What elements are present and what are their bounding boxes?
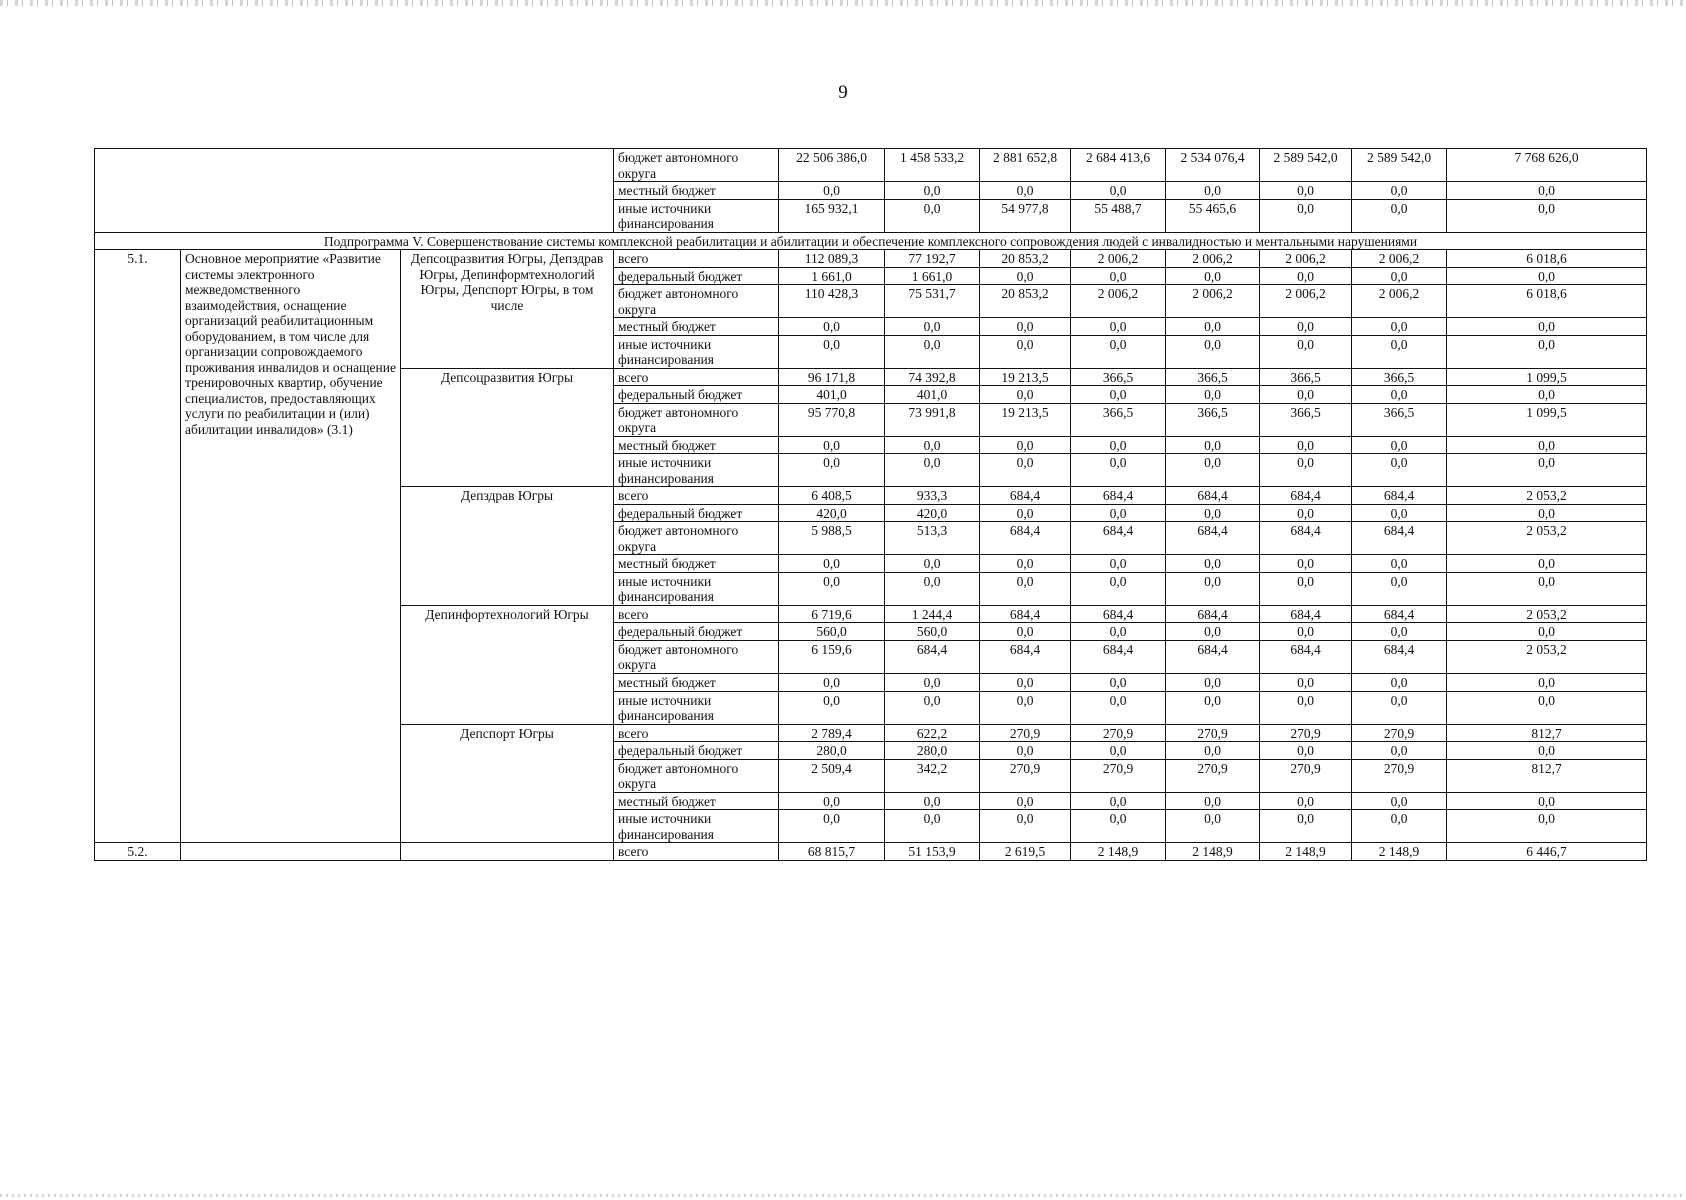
item-5-2-value-cell: 2 619,5: [980, 843, 1071, 861]
item-5-1-value-cell: 0,0: [1166, 318, 1260, 336]
item-5-1-value-cell: 0,0: [1071, 454, 1166, 487]
item-5-1-value-cell: 684,4: [1352, 640, 1447, 673]
item-5-1-value-cell: 684,4: [980, 640, 1071, 673]
top-value-cell: 22 506 386,0: [779, 149, 885, 182]
item-5-2-value-cell: 6 446,7: [1447, 843, 1647, 861]
item-5-2-value-cell: 51 153,9: [885, 843, 980, 861]
item-number: 5.1.: [95, 250, 181, 843]
top-value-cell: 2 881 652,8: [980, 149, 1071, 182]
item-5-1-value-cell: 366,5: [1352, 403, 1447, 436]
item-5-1-value-cell: 1 244,4: [885, 605, 980, 623]
item-5-1-value-cell: 77 192,7: [885, 250, 980, 268]
executor-cell: Депсоцразвития Югры: [401, 368, 614, 487]
item-5-1-value-cell: 2 006,2: [1166, 285, 1260, 318]
item-5-1-value-cell: 560,0: [779, 623, 885, 641]
item-5-1-value-cell: 2 053,2: [1447, 640, 1647, 673]
item-5-1-value-cell: 420,0: [779, 504, 885, 522]
executor-cell-empty: [401, 843, 614, 861]
funding-source-cell: федеральный бюджет: [614, 623, 779, 641]
item-5-1-value-cell: 0,0: [885, 572, 980, 605]
funding-source-cell: местный бюджет: [614, 555, 779, 573]
item-5-1-value-cell: 0,0: [1071, 386, 1166, 404]
item-5-1-value-cell: 270,9: [1166, 724, 1260, 742]
item-5-1-value-cell: 270,9: [1166, 759, 1260, 792]
item-5-1-value-cell: 401,0: [885, 386, 980, 404]
item-5-2-value-cell: 2 148,9: [1166, 843, 1260, 861]
item-5-1-value-cell: 0,0: [980, 623, 1071, 641]
item-5-1-value-cell: 0,0: [980, 810, 1071, 843]
item-5-1-value-cell: 513,3: [885, 522, 980, 555]
item-5-1-value-cell: 270,9: [1352, 724, 1447, 742]
item-5-1-value-cell: 0,0: [885, 318, 980, 336]
item-5-1-value-cell: 270,9: [1260, 724, 1352, 742]
item-5-1-value-cell: 0,0: [779, 318, 885, 336]
item-5-1-value-cell: 812,7: [1447, 724, 1647, 742]
item-name: Основное мероприятие «Развитие системы электронного межведомственного взаимодействия, оснащение организаций реабилитационным оборудованием, в том числе для организации сопровождаемого проживания инвалидов и оснащение тренировочных квартир, обучение специалистов, предоставляющих услуги по реабилитации и (или) абилитации инвалидов» (3.1): [181, 250, 401, 843]
item-5-1-value-cell: 420,0: [885, 504, 980, 522]
table-row: [95, 250, 1647, 268]
item-5-1-value-cell: 0,0: [885, 436, 980, 454]
item-5-1-value-cell: 0,0: [1260, 792, 1352, 810]
item-5-1-value-cell: 0,0: [1260, 742, 1352, 760]
top-value-cell: 7 768 626,0: [1447, 149, 1647, 182]
item-5-1-value-cell: 0,0: [1352, 673, 1447, 691]
item-5-1-value-cell: 0,0: [779, 454, 885, 487]
scan-edge-bottom: [0, 1194, 1686, 1197]
item-5-1-value-cell: 0,0: [1352, 623, 1447, 641]
item-5-1-value-cell: 2 006,2: [1071, 285, 1166, 318]
item-5-1-value-cell: 0,0: [1352, 318, 1447, 336]
item-5-1-value-cell: 0,0: [779, 555, 885, 573]
item-5-1-value-cell: 0,0: [885, 335, 980, 368]
item-5-1-value-cell: 0,0: [885, 792, 980, 810]
item-5-1-value-cell: 0,0: [1260, 810, 1352, 843]
item-5-1-value-cell: 0,0: [1260, 555, 1352, 573]
item-5-1-value-cell: 0,0: [779, 691, 885, 724]
item-5-1-value-cell: 0,0: [980, 267, 1071, 285]
funding-source-cell: федеральный бюджет: [614, 742, 779, 760]
item-5-1-value-cell: 0,0: [1260, 673, 1352, 691]
item-5-1-value-cell: 270,9: [980, 724, 1071, 742]
item-5-1-value-cell: 0,0: [1352, 504, 1447, 522]
item-5-1-value-cell: 366,5: [1071, 368, 1166, 386]
item-5-1-value-cell: 6 408,5: [779, 487, 885, 505]
funding-source-cell: местный бюджет: [614, 182, 779, 200]
item-5-1-value-cell: 270,9: [1260, 759, 1352, 792]
item-5-1-value-cell: 0,0: [779, 792, 885, 810]
top-value-cell: 0,0: [1352, 182, 1447, 200]
item-5-1-value-cell: 2 053,2: [1447, 522, 1647, 555]
funding-source-cell: всего: [614, 487, 779, 505]
item-5-1-value-cell: 684,4: [1071, 640, 1166, 673]
item-5-1-value-cell: 0,0: [1352, 555, 1447, 573]
item-5-1-value-cell: 0,0: [1071, 792, 1166, 810]
item-5-1-value-cell: 2 006,2: [1352, 285, 1447, 318]
item-5-1-value-cell: 0,0: [1166, 691, 1260, 724]
funding-source-cell: бюджет автономного округа: [614, 403, 779, 436]
item-5-1-value-cell: 0,0: [1447, 335, 1647, 368]
item-5-1-value-cell: 684,4: [1166, 605, 1260, 623]
item-5-1-value-cell: 6 159,6: [779, 640, 885, 673]
item-5-1-value-cell: 0,0: [1260, 318, 1352, 336]
funding-source-cell: иные источники финансирования: [614, 454, 779, 487]
item-5-1-value-cell: 2 006,2: [1352, 250, 1447, 268]
item-5-1-value-cell: 112 089,3: [779, 250, 885, 268]
item-5-1-value-cell: 0,0: [1166, 572, 1260, 605]
item-5-1-value-cell: 933,3: [885, 487, 980, 505]
item-5-1-value-cell: 2 053,2: [1447, 487, 1647, 505]
item-5-1-value-cell: 0,0: [1447, 810, 1647, 843]
item-5-1-value-cell: 0,0: [980, 742, 1071, 760]
item-5-1-value-cell: 0,0: [1447, 504, 1647, 522]
item-5-1-value-cell: 1 099,5: [1447, 368, 1647, 386]
item-5-1-value-cell: 0,0: [1166, 555, 1260, 573]
item-5-1-value-cell: 1 661,0: [779, 267, 885, 285]
item-5-1-value-cell: 0,0: [1166, 742, 1260, 760]
item-5-1-value-cell: 0,0: [1352, 436, 1447, 454]
item-5-1-value-cell: 270,9: [1352, 759, 1447, 792]
funding-source-cell: всего: [614, 724, 779, 742]
item-5-1-value-cell: 0,0: [980, 691, 1071, 724]
item-5-1-value-cell: 0,0: [1352, 742, 1447, 760]
item-5-1-value-cell: 0,0: [1071, 742, 1166, 760]
item-5-1-value-cell: 0,0: [980, 572, 1071, 605]
item-5-1-value-cell: 6 018,6: [1447, 285, 1647, 318]
item-5-1-value-cell: 20 853,2: [980, 285, 1071, 318]
item-5-1-value-cell: 270,9: [980, 759, 1071, 792]
item-5-1-value-cell: 0,0: [1260, 386, 1352, 404]
item-5-1-value-cell: 2 006,2: [1071, 250, 1166, 268]
item-5-1-value-cell: 0,0: [980, 673, 1071, 691]
item-5-1-value-cell: 0,0: [980, 555, 1071, 573]
item-5-1-value-cell: 280,0: [779, 742, 885, 760]
funding-source-cell: бюджет автономного округа: [614, 149, 779, 182]
item-5-1-value-cell: 0,0: [1260, 267, 1352, 285]
item-5-1-value-cell: 0,0: [1260, 335, 1352, 368]
item-5-1-value-cell: 366,5: [1352, 368, 1447, 386]
item-5-1-value-cell: 0,0: [1071, 691, 1166, 724]
item-5-1-value-cell: 0,0: [1447, 673, 1647, 691]
item-5-1-value-cell: 0,0: [1166, 454, 1260, 487]
item-5-1-value-cell: 684,4: [1352, 522, 1447, 555]
item-5-1-value-cell: 270,9: [1071, 724, 1166, 742]
scan-edge-top: [0, 0, 1686, 6]
item-5-1-value-cell: 0,0: [885, 673, 980, 691]
item-5-1-value-cell: 0,0: [1447, 572, 1647, 605]
item-5-1-value-cell: 0,0: [1071, 436, 1166, 454]
funding-source-cell: иные источники финансирования: [614, 199, 779, 232]
item-5-2-value-cell: 2 148,9: [1071, 843, 1166, 861]
item-5-1-value-cell: 2 509,4: [779, 759, 885, 792]
item-5-1-value-cell: 684,4: [1352, 487, 1447, 505]
top-value-cell: 0,0: [1352, 199, 1447, 232]
funding-source-cell: бюджет автономного округа: [614, 522, 779, 555]
item-5-1-value-cell: 684,4: [1166, 522, 1260, 555]
item-5-1-value-cell: 684,4: [980, 605, 1071, 623]
item-5-1-value-cell: 0,0: [1071, 318, 1166, 336]
item-5-1-value-cell: 0,0: [1071, 572, 1166, 605]
item-5-1-value-cell: 0,0: [980, 436, 1071, 454]
item-5-1-value-cell: 1 099,5: [1447, 403, 1647, 436]
item-5-1-value-cell: 2 053,2: [1447, 605, 1647, 623]
item-5-1-value-cell: 0,0: [1071, 335, 1166, 368]
item-5-1-value-cell: 0,0: [1447, 318, 1647, 336]
item-5-1-value-cell: 2 789,4: [779, 724, 885, 742]
top-value-cell: 2 684 413,6: [1071, 149, 1166, 182]
item-5-1-value-cell: 270,9: [1071, 759, 1166, 792]
top-value-cell: 54 977,8: [980, 199, 1071, 232]
item-5-1-value-cell: 0,0: [1166, 792, 1260, 810]
top-value-cell: 0,0: [1447, 199, 1647, 232]
item-5-1-value-cell: 0,0: [1166, 810, 1260, 843]
item-5-1-value-cell: 0,0: [1166, 386, 1260, 404]
funding-source-cell: всего: [614, 250, 779, 268]
item-5-1-value-cell: 0,0: [980, 318, 1071, 336]
funding-source-cell: местный бюджет: [614, 318, 779, 336]
top-value-cell: 2 589 542,0: [1352, 149, 1447, 182]
item-5-1-value-cell: 280,0: [885, 742, 980, 760]
item-5-1-value-cell: 0,0: [779, 673, 885, 691]
funding-source-cell: иные источники финансирования: [614, 691, 779, 724]
item-5-2-value-cell: 68 815,7: [779, 843, 885, 861]
item-5-1-value-cell: 0,0: [1166, 623, 1260, 641]
funding-source-cell: федеральный бюджет: [614, 386, 779, 404]
item-5-1-value-cell: 74 392,8: [885, 368, 980, 386]
top-value-cell: 0,0: [1166, 182, 1260, 200]
funding-source-cell: бюджет автономного округа: [614, 640, 779, 673]
top-value-cell: 2 534 076,4: [1166, 149, 1260, 182]
funding-source-cell: федеральный бюджет: [614, 267, 779, 285]
item-5-1-value-cell: 0,0: [980, 335, 1071, 368]
funding-source-cell: местный бюджет: [614, 792, 779, 810]
top-value-cell: 165 932,1: [779, 199, 885, 232]
item-name-empty: [181, 843, 401, 861]
top-value-cell: 0,0: [1447, 182, 1647, 200]
item-5-1-value-cell: 0,0: [1071, 623, 1166, 641]
item-5-1-value-cell: 0,0: [1447, 454, 1647, 487]
item-5-1-value-cell: 0,0: [1166, 504, 1260, 522]
funding-source-cell: бюджет автономного округа: [614, 285, 779, 318]
funding-source-cell: иные источники финансирования: [614, 335, 779, 368]
item-5-1-value-cell: 0,0: [779, 572, 885, 605]
item-5-1-value-cell: 0,0: [1447, 555, 1647, 573]
item-5-2-value-cell: 2 148,9: [1260, 843, 1352, 861]
table-body: [95, 149, 1647, 861]
item-5-1-value-cell: 0,0: [1071, 267, 1166, 285]
item-5-1-value-cell: 0,0: [1352, 572, 1447, 605]
funding-source-cell: иные источники финансирования: [614, 572, 779, 605]
item-5-1-value-cell: 560,0: [885, 623, 980, 641]
item-5-1-value-cell: 0,0: [1447, 623, 1647, 641]
item-5-1-value-cell: 0,0: [1352, 691, 1447, 724]
item-5-1-value-cell: 0,0: [1260, 454, 1352, 487]
item-5-1-value-cell: 0,0: [1071, 555, 1166, 573]
funding-source-cell: всего: [614, 368, 779, 386]
subprogram-title: Подпрограмма V. Совершенствование системы комплексной реабилитации и абилитации и обеспечение комплексного сопровождения людей с инвалидностью и ментальными нарушениями: [95, 232, 1647, 250]
executor-cell: Депинфортехнологий Югры: [401, 605, 614, 724]
item-5-1-value-cell: 0,0: [1260, 623, 1352, 641]
item-5-1-value-cell: 110 428,3: [779, 285, 885, 318]
funding-source-cell: иные источники финансирования: [614, 810, 779, 843]
executor-cell: Депздрав Югры: [401, 487, 614, 606]
item-5-1-value-cell: 0,0: [1352, 267, 1447, 285]
top-value-cell: 55 488,7: [1071, 199, 1166, 232]
item-5-1-value-cell: 366,5: [1166, 403, 1260, 436]
item-5-1-value-cell: 0,0: [1071, 810, 1166, 843]
item-5-1-value-cell: 0,0: [1447, 792, 1647, 810]
funding-source-cell: местный бюджет: [614, 436, 779, 454]
item-5-1-value-cell: 0,0: [980, 454, 1071, 487]
top-value-cell: 0,0: [980, 182, 1071, 200]
executor-cell: Депсоцразвития Югры, Депздрав Югры, Депинформтехнологий Югры, Депспорт Югры, в том числе: [401, 250, 614, 369]
item-5-1-value-cell: 95 770,8: [779, 403, 885, 436]
top-value-cell: 2 589 542,0: [1260, 149, 1352, 182]
item-5-1-value-cell: 0,0: [1352, 386, 1447, 404]
item-5-1-value-cell: 684,4: [885, 640, 980, 673]
item-5-1-value-cell: 622,2: [885, 724, 980, 742]
table-row: [95, 843, 1647, 861]
item-5-1-value-cell: 0,0: [885, 555, 980, 573]
item-5-1-value-cell: 19 213,5: [980, 368, 1071, 386]
item-5-1-value-cell: 0,0: [980, 504, 1071, 522]
item-5-1-value-cell: 684,4: [980, 487, 1071, 505]
item-5-1-value-cell: 684,4: [1260, 522, 1352, 555]
item-5-1-value-cell: 0,0: [1166, 267, 1260, 285]
item-5-1-value-cell: 0,0: [885, 691, 980, 724]
item-5-1-value-cell: 366,5: [1071, 403, 1166, 436]
funding-source-cell: всего: [614, 605, 779, 623]
item-5-1-value-cell: 342,2: [885, 759, 980, 792]
item-5-1-value-cell: 0,0: [1447, 436, 1647, 454]
item-5-1-value-cell: 366,5: [1260, 368, 1352, 386]
top-value-cell: 0,0: [779, 182, 885, 200]
item-5-1-value-cell: 684,4: [1166, 487, 1260, 505]
table-row: [95, 232, 1647, 250]
item-5-1-value-cell: 0,0: [1352, 454, 1447, 487]
item-5-1-value-cell: 0,0: [1166, 335, 1260, 368]
item-5-1-value-cell: 366,5: [1260, 403, 1352, 436]
item-5-1-value-cell: 0,0: [1260, 504, 1352, 522]
item-5-1-value-cell: 20 853,2: [980, 250, 1071, 268]
item-5-1-value-cell: 0,0: [885, 810, 980, 843]
item-5-1-value-cell: 684,4: [1260, 487, 1352, 505]
item-number: 5.2.: [95, 843, 181, 861]
executor-cell: Депспорт Югры: [401, 724, 614, 843]
item-5-1-value-cell: 1 661,0: [885, 267, 980, 285]
item-5-1-value-cell: 0,0: [885, 454, 980, 487]
item-5-1-value-cell: 401,0: [779, 386, 885, 404]
item-5-1-value-cell: 0,0: [1071, 673, 1166, 691]
item-5-1-value-cell: 684,4: [1260, 640, 1352, 673]
top-value-cell: 55 465,6: [1166, 199, 1260, 232]
top-value-cell: 0,0: [885, 199, 980, 232]
top-value-cell: 1 458 533,2: [885, 149, 980, 182]
item-5-1-value-cell: 684,4: [1071, 522, 1166, 555]
item-5-1-value-cell: 0,0: [1071, 504, 1166, 522]
item-5-1-value-cell: 0,0: [1447, 691, 1647, 724]
continued-blank-cell: [95, 149, 614, 233]
funding-source-cell: местный бюджет: [614, 673, 779, 691]
item-5-1-value-cell: 2 006,2: [1260, 250, 1352, 268]
item-5-1-value-cell: 2 006,2: [1260, 285, 1352, 318]
item-5-1-value-cell: 0,0: [779, 335, 885, 368]
item-5-1-value-cell: 684,4: [1071, 605, 1166, 623]
item-5-1-value-cell: 0,0: [1166, 673, 1260, 691]
top-value-cell: 0,0: [1071, 182, 1166, 200]
item-5-1-value-cell: 6 719,6: [779, 605, 885, 623]
item-5-1-value-cell: 0,0: [1352, 810, 1447, 843]
item-5-1-value-cell: 684,4: [980, 522, 1071, 555]
item-5-1-value-cell: 19 213,5: [980, 403, 1071, 436]
table-row: [95, 149, 1647, 182]
item-5-1-value-cell: 2 006,2: [1166, 250, 1260, 268]
budget-table: [94, 148, 1647, 861]
item-5-1-value-cell: 0,0: [779, 436, 885, 454]
funding-source-cell: всего: [614, 843, 779, 861]
item-5-1-value-cell: 0,0: [1352, 792, 1447, 810]
top-value-cell: 0,0: [885, 182, 980, 200]
item-5-1-value-cell: 0,0: [779, 810, 885, 843]
item-5-1-value-cell: 812,7: [1447, 759, 1647, 792]
funding-source-cell: федеральный бюджет: [614, 504, 779, 522]
funding-source-cell: бюджет автономного округа: [614, 759, 779, 792]
item-5-1-value-cell: 0,0: [1447, 267, 1647, 285]
top-value-cell: 0,0: [1260, 199, 1352, 232]
item-5-1-value-cell: 684,4: [1071, 487, 1166, 505]
item-5-1-value-cell: 75 531,7: [885, 285, 980, 318]
item-5-1-value-cell: 684,4: [1352, 605, 1447, 623]
item-5-1-value-cell: 6 018,6: [1447, 250, 1647, 268]
page-number: 9: [838, 82, 848, 103]
item-5-1-value-cell: 0,0: [980, 792, 1071, 810]
item-5-1-value-cell: 684,4: [1260, 605, 1352, 623]
item-5-1-value-cell: 0,0: [1447, 742, 1647, 760]
item-5-1-value-cell: 0,0: [1260, 572, 1352, 605]
item-5-1-value-cell: 5 988,5: [779, 522, 885, 555]
item-5-1-value-cell: 0,0: [1260, 691, 1352, 724]
item-5-1-value-cell: 0,0: [1166, 436, 1260, 454]
item-5-1-value-cell: 0,0: [1260, 436, 1352, 454]
top-value-cell: 0,0: [1260, 182, 1352, 200]
item-5-1-value-cell: 96 171,8: [779, 368, 885, 386]
item-5-1-value-cell: 73 991,8: [885, 403, 980, 436]
item-5-1-value-cell: 0,0: [980, 386, 1071, 404]
item-5-2-value-cell: 2 148,9: [1352, 843, 1447, 861]
item-5-1-value-cell: 0,0: [1352, 335, 1447, 368]
item-5-1-value-cell: 366,5: [1166, 368, 1260, 386]
item-5-1-value-cell: 684,4: [1166, 640, 1260, 673]
item-5-1-value-cell: 0,0: [1447, 386, 1647, 404]
